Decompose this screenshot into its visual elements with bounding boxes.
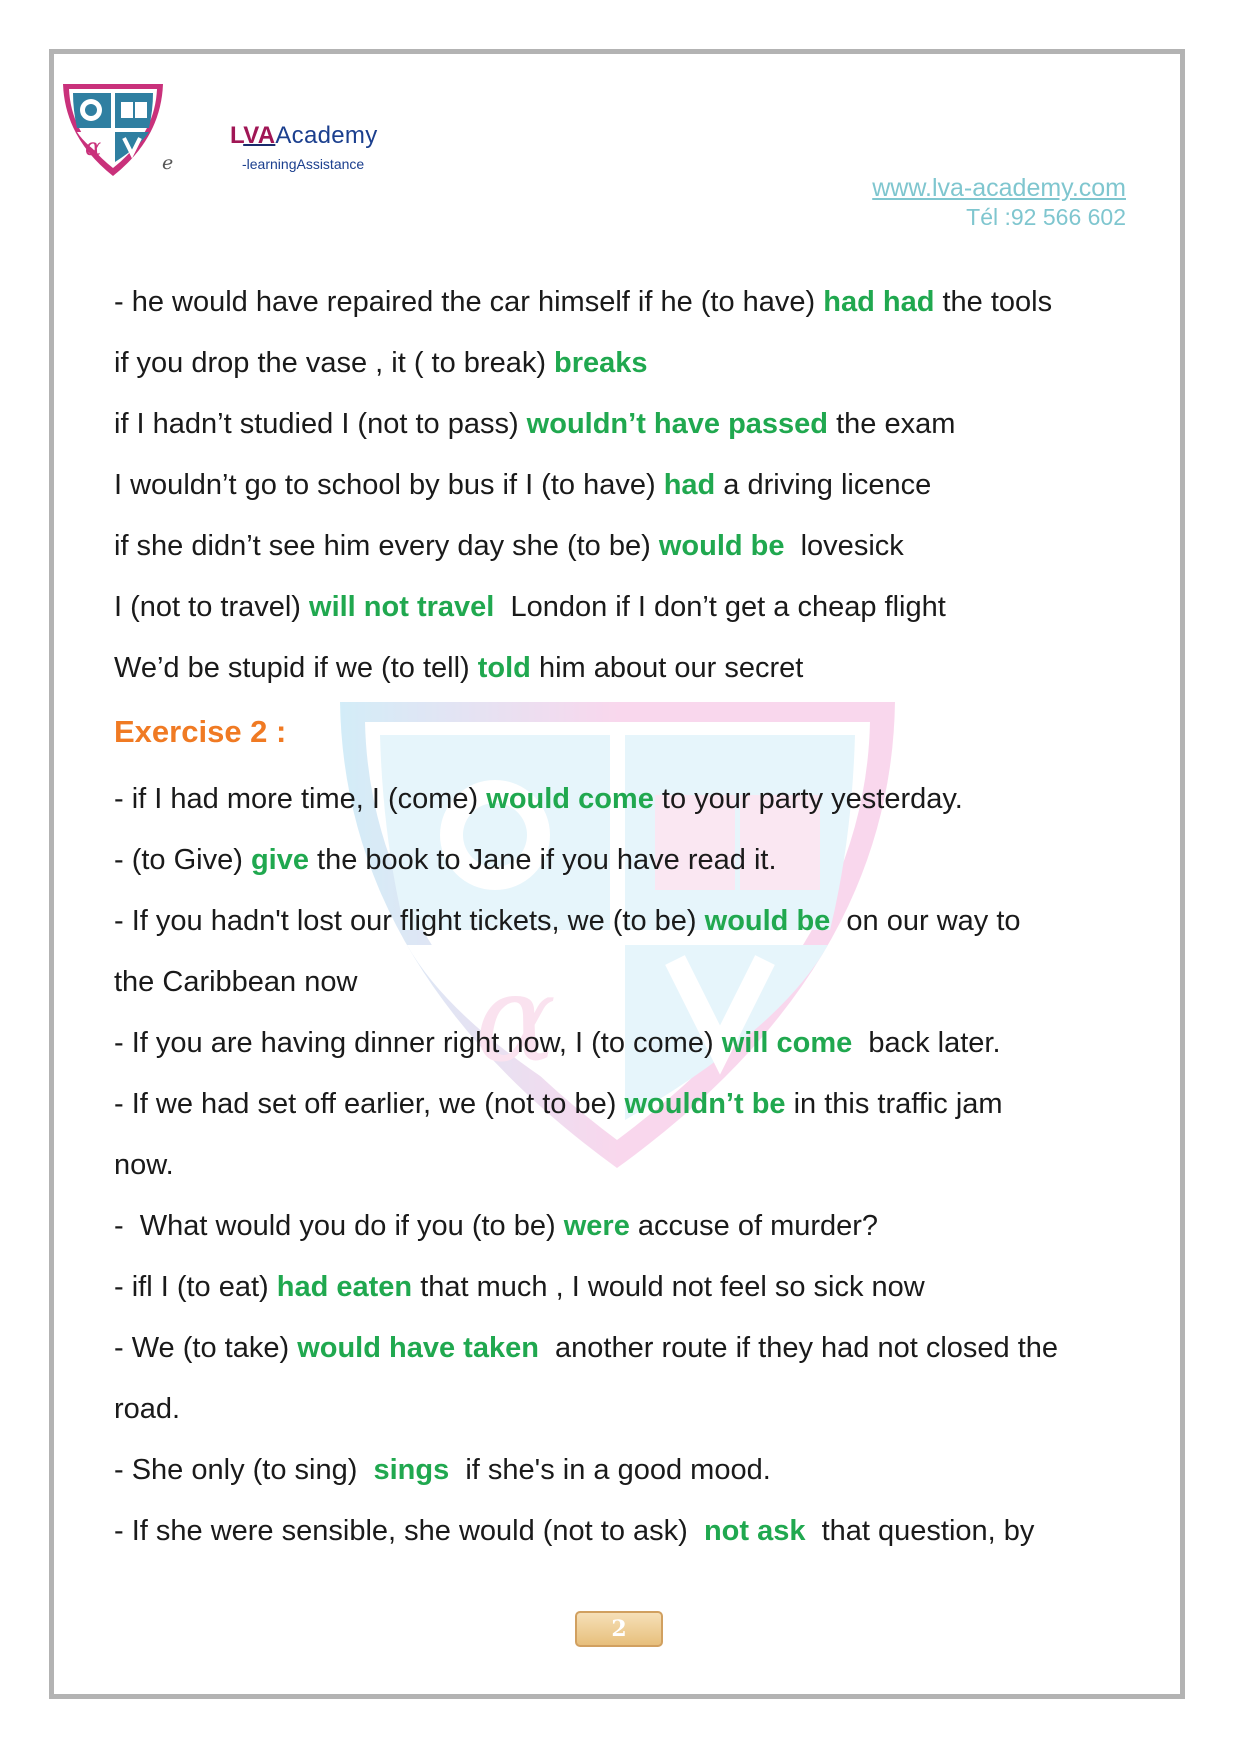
answer: will come [721,1027,853,1059]
answer: give [250,844,309,876]
exercise2-line: - (to Give) give the book to Jane if you have read it. [114,844,777,876]
exercise2-line: - if I had more time, I (come) would come to your party yesterday. [114,783,963,815]
answer: told [477,652,531,684]
answer: had [663,469,716,501]
exercise2-line: - We (to take) would have taken another route if they had not closed the [114,1332,1059,1364]
exercise2-line: - ifl I (to eat) had eaten that much , I would not feel so sick now [114,1271,925,1303]
answer: would have taken [297,1332,539,1364]
phone-number: Tél :92 566 602 [966,204,1126,230]
answer: wouldn’t be [624,1088,786,1120]
website-link[interactable]: www.lva-academy.com [872,174,1126,202]
exercise2-line: - If she were sensible, she would (not to ask) not ask that question, by [114,1515,1035,1547]
brand-name: LVAAcademy [230,122,378,149]
answer: would be [704,905,831,937]
exercise1-line: I wouldn’t go to school by bus if I (to have) had a driving licence [114,469,932,501]
exercise1-line: - he would have repaired the car himself if he (to have) had had the tools [114,286,1053,318]
answer: were [563,1210,630,1242]
exercise2-line: now. [114,1149,174,1181]
page-number: 2 [575,1611,663,1647]
exercise2-heading: Exercise 2 : [114,714,287,749]
answer: wouldn’t have passed [526,408,829,440]
answer: would be [658,530,785,562]
exercise2-line: - If you hadn't lost our flight tickets, we (to be) would be on our way to [114,905,1021,937]
answer: would come [486,783,654,815]
exercise1-line: I (not to travel) will not travel London if I don’t get a cheap flight [114,591,946,623]
exercise2-line: - She only (to sing) sings if she's in a good mood. [114,1454,771,1486]
exercise2-line: - What would you do if you (to be) were accuse of murder? [114,1210,879,1242]
lva-academy-logo [58,80,168,180]
exercise1-line: if I hadn’t studied I (not to pass) wouldn’t have passed the exam [114,408,956,440]
exercise2-line: road. [114,1393,181,1425]
answer: had had [823,286,935,318]
brand-tagline: -learningAssistance [242,156,365,172]
answer: breaks [554,347,648,379]
svg-text:α: α [85,133,102,161]
answer: will not travel [309,591,495,623]
exercise1-line: if she didn’t see him every day she (to be) would be lovesick [114,530,904,562]
exercise2-line: - If you are having dinner right now, I (to come) will come back later. [114,1027,1001,1059]
logo-letter: e [162,152,174,174]
answer: not ask [703,1515,806,1547]
answer: had eaten [276,1271,413,1303]
exercise1-line: if you drop the vase , it ( to break) breaks [114,347,648,379]
exercise1-line: We’d be stupid if we (to tell) told him about our secret [114,652,804,684]
answer: sings [373,1454,450,1486]
svg-text:α: α [475,950,557,1089]
exercise2-line: - If we had set off earlier, we (not to be) wouldn’t be in this traffic jam [114,1088,1003,1120]
exercise2-line: the Caribbean now [114,966,358,998]
